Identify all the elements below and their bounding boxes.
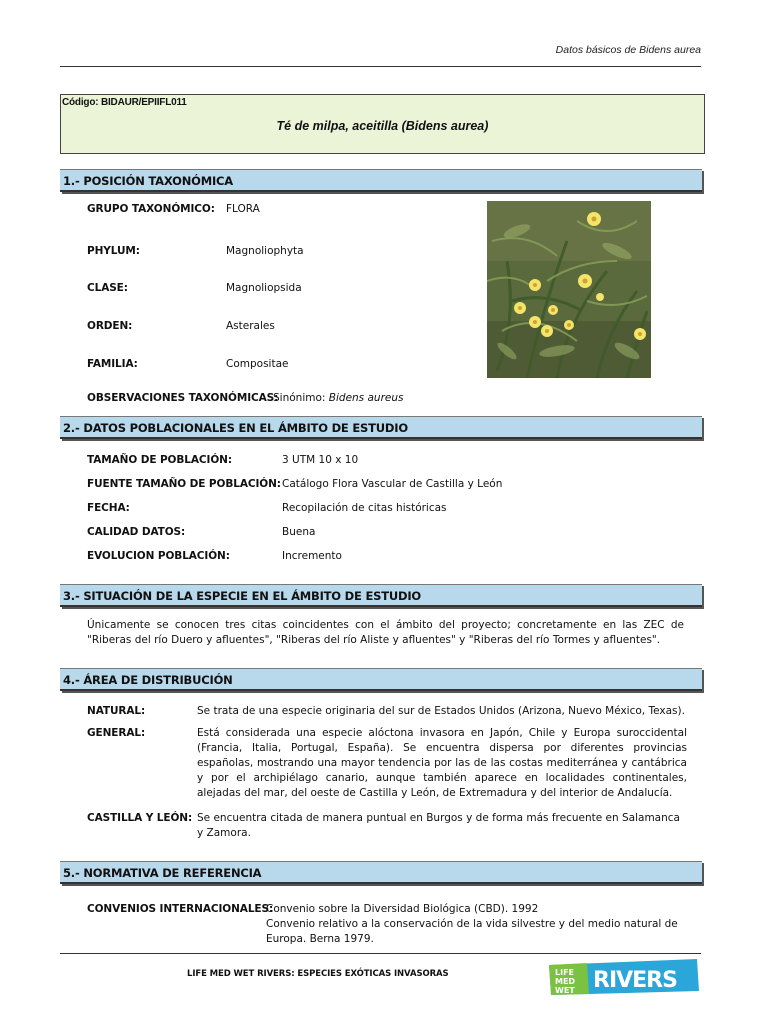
label-phylum: PHYLUM: — [87, 245, 140, 257]
value-tamano: 3 UTM 10 x 10 — [282, 454, 359, 466]
life-med-wet-rivers-logo — [547, 957, 701, 997]
section-title: 4.- ÁREA DE DISTRIBUCIÓN — [63, 673, 233, 687]
value-fuente: Catálogo Flora Vascular de Castilla y León — [282, 478, 503, 490]
header-divider — [60, 66, 701, 67]
label-orden: ORDEN: — [87, 320, 133, 332]
label-general: GENERAL: — [87, 727, 146, 739]
label-clase: CLASE: — [87, 282, 128, 294]
convenio-cbd: Convenio sobre la Diversidad Biológica (CBD). 1992 — [266, 903, 539, 915]
species-code: Código: BIDAUR/EPIIFL011 — [62, 97, 187, 108]
section-title: 3.- SITUACIÓN DE LA ESPECIE EN EL ÁMBITO DE ESTUDIO — [63, 589, 422, 603]
logo-rivers: RIVERS — [593, 968, 677, 993]
value-clase: Magnoliopsida — [226, 282, 302, 294]
document-header: Datos básicos de Bidens aurea — [555, 44, 701, 56]
natural-text: Se trata de una especie originaria del sur de Estados Unidos (Arizona, Nuevo México, Texas). — [197, 705, 685, 717]
value-phylum: Magnoliophyta — [226, 245, 304, 257]
situation-text: Únicamente se conocen tres citas coincidentes con el ámbito del proyecto; concretamente en las ZEC de "Riberas del río Duero y afluentes", "Riberas del río Aliste y afluentes" y "Riberas del río Tormes y afluentes". — [87, 619, 684, 646]
label-castilla-leon: CASTILLA Y LEÓN: — [87, 812, 193, 824]
species-photo — [487, 201, 651, 378]
section-taxonomy-header — [60, 169, 702, 192]
label-calidad: CALIDAD DATOS: — [87, 526, 186, 538]
label-tamano: TAMAÑO DE POBLACIÓN: — [87, 454, 232, 466]
label-fecha: FECHA: — [87, 502, 130, 514]
section-regulation-header — [60, 861, 702, 884]
value-calidad: Buena — [282, 526, 316, 538]
logo-graphic — [547, 957, 701, 997]
species-photo-graphic — [487, 201, 651, 378]
logo-med: MED — [555, 977, 576, 986]
label-natural: NATURAL: — [87, 705, 146, 717]
section-title: 1.- POSICIÓN TAXONÓMICA — [63, 174, 233, 188]
section-situation-header — [60, 584, 702, 607]
general-text: Está considerada una especie alóctona invasora en Japón, Chile y Europa suroccidental (Francia, Italia, Portugal, España). Se encuentra dispersa por diferentes provincias españolas, mostrando una mayor tendencia por las de las costas mediterránea y cantábrica y por el archipiélago canario, aunque también aparece en localidades continentales, alejadas del mar, del oeste de Castilla y León, de Extremadura y del interior de Andalucía. — [197, 727, 687, 799]
value-fecha: Recopilación de citas históricas — [282, 502, 447, 514]
footer-text: LIFE MED WET RIVERS: ESPECIES EXÓTICAS INVASORAS — [187, 969, 449, 979]
label-evolucion: EVOLUCION POBLACIÓN: — [87, 550, 230, 562]
label-observaciones: OBSERVACIONES TAXONÓMICAS: — [87, 392, 279, 404]
label-grupo: GRUPO TAXONÓMICO: — [87, 203, 215, 215]
castilla-leon-text: Se encuentra citada de manera puntual en Burgos y de forma más frecuente en Salamanca y Zamora. — [197, 812, 680, 839]
value-grupo: FLORA — [226, 203, 260, 215]
label-familia: FAMILIA: — [87, 358, 138, 370]
logo-wet: WET — [555, 986, 575, 995]
synonym-species: Bidens aureus — [328, 392, 404, 404]
value-evolucion: Incremento — [282, 550, 342, 562]
synonym-prefix: Sinónimo: — [273, 392, 326, 404]
convenio-berna: Convenio relativo a la conservación de la vida silvestre y del medio natural de Europa. Berna 1979. — [266, 918, 678, 945]
logo-life: LIFE — [555, 968, 575, 977]
value-orden: Asterales — [226, 320, 275, 332]
label-fuente: FUENTE TAMAÑO DE POBLACIÓN: — [87, 478, 281, 490]
section-title: 5.- NORMATIVA DE REFERENCIA — [63, 866, 262, 880]
species-title: Té de milpa, aceitilla (Bidens aurea) — [276, 119, 489, 133]
section-title: 2.- DATOS POBLACIONALES EN EL ÁMBITO DE ESTUDIO — [63, 421, 408, 435]
section-population-header — [60, 416, 702, 439]
section-distribution-header — [60, 668, 702, 691]
label-convenios: CONVENIOS INTERNACIONALES: — [87, 903, 274, 915]
footer-divider — [60, 953, 701, 954]
value-observaciones — [273, 392, 403, 404]
value-familia: Compositae — [226, 358, 289, 370]
code-box — [60, 94, 705, 154]
